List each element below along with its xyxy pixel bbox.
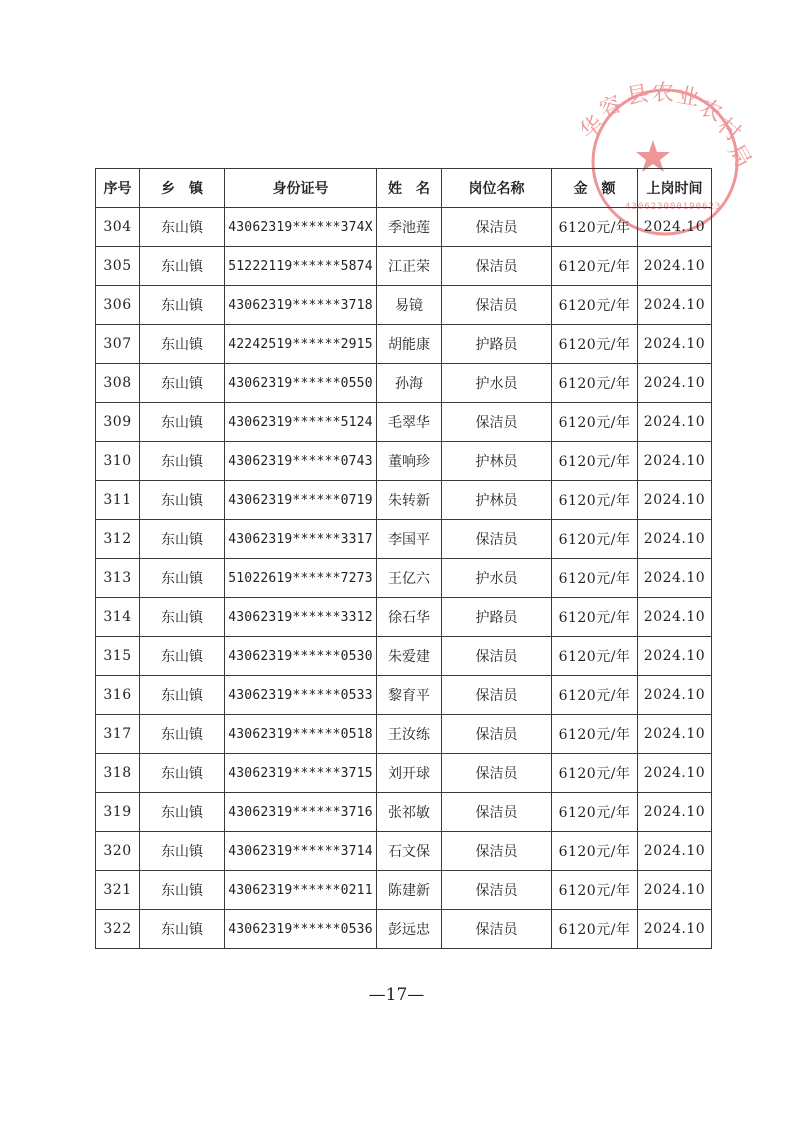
cell-id-number: 43062319******0743	[225, 442, 377, 481]
cell-id-number: 51022619******7273	[225, 559, 377, 598]
cell-id-number: 43062319******0533	[225, 676, 377, 715]
cell-post: 护水员	[442, 364, 552, 403]
cell-town: 东山镇	[140, 910, 225, 949]
header-town: 乡 镇	[140, 169, 225, 208]
cell-amount: 6120元/年	[552, 793, 638, 832]
cell-serial: 310	[96, 442, 140, 481]
cell-post: 保洁员	[442, 793, 552, 832]
cell-serial: 314	[96, 598, 140, 637]
cell-start-date: 2024.10	[638, 910, 712, 949]
table-row	[96, 676, 712, 715]
table-row	[96, 247, 712, 286]
cell-id-number: 43062319******3718	[225, 286, 377, 325]
cell-start-date: 2024.10	[638, 481, 712, 520]
cell-amount: 6120元/年	[552, 403, 638, 442]
cell-id-number: 43062319******0530	[225, 637, 377, 676]
svg-text:容: 容	[595, 91, 627, 124]
table-row	[96, 403, 712, 442]
cell-town: 东山镇	[140, 754, 225, 793]
cell-serial: 311	[96, 481, 140, 520]
cell-start-date: 2024.10	[638, 598, 712, 637]
cell-serial: 322	[96, 910, 140, 949]
cell-start-date: 2024.10	[638, 247, 712, 286]
cell-name: 黎育平	[377, 676, 442, 715]
cell-post: 保洁员	[442, 286, 552, 325]
cell-town: 东山镇	[140, 403, 225, 442]
cell-id-number: 43062319******0211	[225, 871, 377, 910]
cell-name: 徐石华	[377, 598, 442, 637]
cell-amount: 6120元/年	[552, 325, 638, 364]
cell-post: 保洁员	[442, 910, 552, 949]
cell-town: 东山镇	[140, 559, 225, 598]
cell-name: 朱爱建	[377, 637, 442, 676]
cell-town: 东山镇	[140, 481, 225, 520]
table-row	[96, 481, 712, 520]
table-row	[96, 442, 712, 481]
cell-start-date: 2024.10	[638, 754, 712, 793]
cell-id-number: 42242519******2915	[225, 325, 377, 364]
cell-start-date: 2024.10	[638, 208, 712, 247]
cell-name: 张祁敏	[377, 793, 442, 832]
cell-start-date: 2024.10	[638, 715, 712, 754]
cell-id-number: 43062319******3714	[225, 832, 377, 871]
table-row	[96, 559, 712, 598]
cell-post: 保洁员	[442, 637, 552, 676]
table-row	[96, 754, 712, 793]
cell-name: 陈建新	[377, 871, 442, 910]
cell-id-number: 43062319******3317	[225, 520, 377, 559]
cell-post: 护路员	[442, 598, 552, 637]
cell-post: 护林员	[442, 442, 552, 481]
cell-post: 保洁员	[442, 520, 552, 559]
cell-id-number: 43062319******374X	[225, 208, 377, 247]
cell-post: 保洁员	[442, 871, 552, 910]
header-serial: 序号	[96, 169, 140, 208]
cell-town: 东山镇	[140, 598, 225, 637]
cell-name: 毛翠华	[377, 403, 442, 442]
cell-town: 东山镇	[140, 247, 225, 286]
cell-town: 东山镇	[140, 676, 225, 715]
cell-serial: 305	[96, 247, 140, 286]
cell-id-number: 43062319******0550	[225, 364, 377, 403]
header-amount: 金 额	[552, 169, 638, 208]
cell-serial: 309	[96, 403, 140, 442]
cell-amount: 6120元/年	[552, 754, 638, 793]
cell-name: 王汝练	[377, 715, 442, 754]
header-id-number: 身份证号	[225, 169, 377, 208]
cell-town: 东山镇	[140, 871, 225, 910]
svg-text:局: 局	[722, 140, 756, 173]
cell-id-number: 43062319******3312	[225, 598, 377, 637]
cell-town: 东山镇	[140, 715, 225, 754]
svg-text:村: 村	[712, 113, 746, 147]
cell-serial: 316	[96, 676, 140, 715]
cell-town: 东山镇	[140, 364, 225, 403]
table-row	[96, 208, 712, 247]
cell-post: 保洁员	[442, 754, 552, 793]
cell-serial: 318	[96, 754, 140, 793]
cell-name: 石文保	[377, 832, 442, 871]
svg-text:430623000190623: 430623000190623	[625, 202, 722, 212]
table-row	[96, 793, 712, 832]
cell-id-number: 43062319******0536	[225, 910, 377, 949]
table-row	[96, 520, 712, 559]
cell-serial: 317	[96, 715, 140, 754]
header-name: 姓 名	[377, 169, 442, 208]
cell-id-number: 43062319******3716	[225, 793, 377, 832]
cell-amount: 6120元/年	[552, 676, 638, 715]
cell-amount: 6120元/年	[552, 286, 638, 325]
page-number: —17—	[368, 985, 425, 1005]
cell-start-date: 2024.10	[638, 676, 712, 715]
cell-amount: 6120元/年	[552, 364, 638, 403]
cell-name: 孙海	[377, 364, 442, 403]
cell-amount: 6120元/年	[552, 481, 638, 520]
cell-start-date: 2024.10	[638, 793, 712, 832]
cell-start-date: 2024.10	[638, 286, 712, 325]
table-row	[96, 598, 712, 637]
cell-name: 李国平	[377, 520, 442, 559]
cell-name: 董响珍	[377, 442, 442, 481]
cell-town: 东山镇	[140, 793, 225, 832]
table-row	[96, 910, 712, 949]
cell-post: 保洁员	[442, 832, 552, 871]
cell-name: 易镜	[377, 286, 442, 325]
cell-name: 江正荣	[377, 247, 442, 286]
cell-town: 东山镇	[140, 520, 225, 559]
header-post: 岗位名称	[442, 169, 552, 208]
table-row	[96, 325, 712, 364]
cell-post: 保洁员	[442, 247, 552, 286]
cell-amount: 6120元/年	[552, 598, 638, 637]
cell-amount: 6120元/年	[552, 871, 638, 910]
svg-text:县: 县	[624, 81, 651, 110]
cell-name: 王亿六	[377, 559, 442, 598]
cell-name: 彭远忠	[377, 910, 442, 949]
cell-amount: 6120元/年	[552, 559, 638, 598]
cell-post: 保洁员	[442, 208, 552, 247]
cell-town: 东山镇	[140, 325, 225, 364]
cell-amount: 6120元/年	[552, 637, 638, 676]
cell-town: 东山镇	[140, 637, 225, 676]
cell-amount: 6120元/年	[552, 520, 638, 559]
cell-serial: 320	[96, 832, 140, 871]
cell-serial: 307	[96, 325, 140, 364]
cell-post: 保洁员	[442, 676, 552, 715]
cell-serial: 313	[96, 559, 140, 598]
cell-town: 东山镇	[140, 442, 225, 481]
cell-serial: 319	[96, 793, 140, 832]
personnel-table	[95, 168, 712, 949]
cell-amount: 6120元/年	[552, 910, 638, 949]
cell-start-date: 2024.10	[638, 871, 712, 910]
cell-name: 季池莲	[377, 208, 442, 247]
cell-name: 胡能康	[377, 325, 442, 364]
cell-post: 保洁员	[442, 403, 552, 442]
cell-post: 护水员	[442, 559, 552, 598]
table-row	[96, 286, 712, 325]
cell-id-number: 51222119******5874	[225, 247, 377, 286]
cell-serial: 304	[96, 208, 140, 247]
header-start-date: 上岗时间	[638, 169, 712, 208]
cell-serial: 306	[96, 286, 140, 325]
cell-start-date: 2024.10	[638, 325, 712, 364]
cell-town: 东山镇	[140, 832, 225, 871]
table-body	[96, 208, 712, 949]
cell-amount: 6120元/年	[552, 247, 638, 286]
svg-text:华: 华	[575, 111, 609, 145]
cell-amount: 6120元/年	[552, 442, 638, 481]
cell-town: 东山镇	[140, 286, 225, 325]
cell-post: 护林员	[442, 481, 552, 520]
table-row	[96, 832, 712, 871]
cell-start-date: 2024.10	[638, 520, 712, 559]
cell-name: 刘开球	[377, 754, 442, 793]
cell-id-number: 43062319******0719	[225, 481, 377, 520]
svg-text:农: 农	[695, 94, 726, 127]
cell-serial: 312	[96, 520, 140, 559]
cell-name: 朱转新	[377, 481, 442, 520]
cell-id-number: 43062319******0518	[225, 715, 377, 754]
table-row	[96, 637, 712, 676]
cell-serial: 308	[96, 364, 140, 403]
cell-amount: 6120元/年	[552, 208, 638, 247]
cell-id-number: 43062319******3715	[225, 754, 377, 793]
cell-start-date: 2024.10	[638, 403, 712, 442]
cell-start-date: 2024.10	[638, 637, 712, 676]
cell-start-date: 2024.10	[638, 442, 712, 481]
cell-start-date: 2024.10	[638, 832, 712, 871]
cell-post: 护路员	[442, 325, 552, 364]
table-header-row	[96, 169, 712, 208]
cell-amount: 6120元/年	[552, 715, 638, 754]
svg-text:农: 农	[652, 81, 675, 106]
svg-text:业: 业	[674, 83, 701, 112]
cell-start-date: 2024.10	[638, 559, 712, 598]
cell-serial: 321	[96, 871, 140, 910]
cell-id-number: 43062319******5124	[225, 403, 377, 442]
table-row	[96, 715, 712, 754]
table-row	[96, 871, 712, 910]
cell-amount: 6120元/年	[552, 832, 638, 871]
cell-start-date: 2024.10	[638, 364, 712, 403]
table-row	[96, 364, 712, 403]
cell-post: 保洁员	[442, 715, 552, 754]
cell-town: 东山镇	[140, 208, 225, 247]
cell-serial: 315	[96, 637, 140, 676]
